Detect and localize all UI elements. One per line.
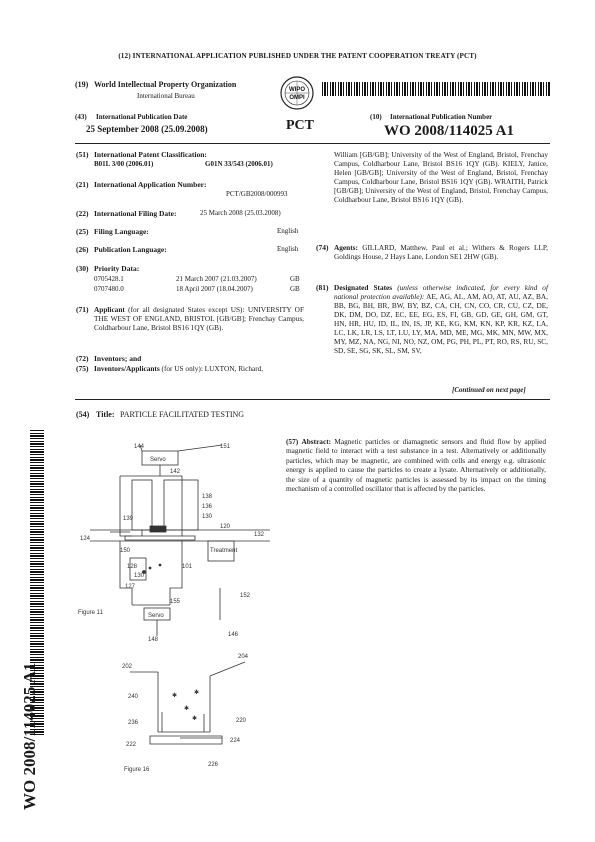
designated-states	[334, 283, 548, 355]
f22-value: 25 March 2008 (25.03.2008)	[200, 209, 281, 217]
f74-label: Agents:	[334, 243, 358, 252]
pub-number-value: WO 2008/114025 A1	[384, 123, 515, 139]
fig1-label-101: 101	[182, 564, 193, 570]
fig1-label-treatment: Treatment	[210, 548, 238, 554]
pct-mark: PCT	[286, 118, 314, 133]
fig1-label-136: 136	[202, 504, 213, 510]
fig1-label-120: 120	[220, 524, 231, 530]
fig1-label-152: 152	[240, 593, 251, 599]
continued-note: [Continued on next page]	[452, 386, 526, 394]
f25-label: Filing Language:	[94, 227, 149, 236]
f71-label: Applicant	[94, 305, 125, 314]
fig1-label-151: 151	[220, 444, 231, 450]
fig1-label-142: 142	[170, 469, 181, 475]
svg-text:✱: ✱	[172, 693, 178, 699]
fig1-label-150: 150	[120, 548, 131, 554]
priority-date-1: 21 March 2007 (21.03.2007)	[176, 275, 257, 283]
publication-header: (12) INTERNATIONAL APPLICATION PUBLISHED UNDER THE PATENT COOPERATION TREATY (PCT)	[118, 52, 477, 60]
f75-num: (75)	[76, 364, 89, 373]
invention-title: PARTICLE FACILITATED TESTING	[120, 410, 245, 419]
f51-value2: G01N 33/543 (2006.01)	[205, 160, 273, 168]
inventors-continued: William [GB/GB]; University of the West of England, Bristol, Frenchay Campus, Coldharbour Lane, Bristol BS16 1QY (GB). KIELY, Janice, Helen [GB/GB]; University of the West of England, Bristol, Frenchay Campus, Coldharbour Lane, Bristol BS16 1QY (GB). WRAITH, Patrick [GB/GB]; University of the West of England, Bristol, Frenchay Campus, Coldharbour Lane, Bristol BS16 1QY (GB).	[334, 150, 548, 204]
priority-date-2: 18 April 2007 (18.04.2007)	[176, 285, 253, 293]
figure-11	[70, 440, 280, 655]
f30-label: Priority Data:	[94, 264, 140, 273]
header-rule	[75, 143, 550, 144]
agents	[334, 243, 548, 261]
f72-num: (72)	[76, 354, 89, 363]
f74-text: GILLARD, Matthew, Paul et al.; Withers & Rogers LLP, Goldings House, 2 Hays Lane, London SE1 2HW (GB).	[334, 243, 549, 261]
f30-num: (30)	[76, 264, 89, 273]
svg-text:✱: ✱	[184, 706, 190, 712]
f25-num: (25)	[76, 227, 89, 236]
f22-label: International Filing Date:	[94, 209, 177, 218]
f81-label: Designated States	[334, 283, 393, 292]
fig2-label-220: 220	[236, 718, 247, 724]
fig1-label-144: 144	[134, 444, 145, 450]
f71-text: (for all designated States except US): UNIVERSITY OF THE WEST OF ENGLAND, BRISTOL [GB/GB]; Frenchay Campus, Coldharbour Lane, Bristol BS16 1QY (GB).	[94, 305, 305, 332]
fig2-label-240: 240	[128, 694, 139, 700]
svg-text:✱: ✱	[192, 716, 198, 722]
fig1-label-155: 155	[170, 599, 181, 605]
fig2-label-236: 236	[128, 720, 139, 726]
wipo-logo	[280, 76, 314, 110]
priority-app-2: 0707480.0	[94, 285, 124, 293]
f22-num: (22)	[76, 209, 89, 218]
fig1-label-132: 132	[254, 532, 265, 538]
body-rule	[75, 399, 550, 400]
fig2-label-202: 202	[122, 664, 133, 670]
f21-value: PCT/GB2008/000993	[226, 190, 288, 198]
barcode	[322, 82, 550, 96]
org-bureau: International Bureau	[137, 92, 195, 100]
f74-num: (74)	[316, 243, 329, 252]
f81-text: AE, AG, AL, AM, AO, AT, AU, AZ, BA, BB, BG, BH, BR, BW, BY, BZ, CA, CH, CN, CO, CR, CU, CZ, DE, DK, DM, DO, DZ, EC, EE, EG, ES, FI, GB, GD, GE, GH, GM, GT, HN, HR, HU, ID, IL, IN, IS, JP, KE, KG, KM, KN, KP, KR, KZ, LA, LC, LK, LR, LS, LT, LU, LY, MA, MD, ME, MG, MK, MN, MW, MX, MY, MZ, NA, NG, NI, NO, NZ, OM, PG, PH, PL, PT, RO, RS, RU, SC, SD, SE, SG, SK, SL, SM, SV,	[334, 292, 548, 355]
priority-country-2: GB	[290, 285, 300, 293]
fig1-label-139: 139	[123, 516, 134, 522]
f75-label: Inventors/Applicants	[94, 364, 160, 373]
org-number: (19)	[75, 80, 89, 89]
fig1-label-130-bottom: 130	[134, 573, 145, 579]
abstract	[286, 437, 546, 493]
f71-num: (71)	[76, 305, 89, 314]
fig2-caption: Figure 16	[124, 767, 150, 773]
f51-num: (51)	[76, 150, 89, 159]
f72-label: Inventors; and	[94, 354, 142, 363]
abstract-text: Magnetic particles or diamagnetic sensors and fluid flow by applied magnetic field to interact with a test substance in a test. Alternatively or additionally particles, which may be magnetic, are combined with cells and energy e.g. ultrasonic energy is applied to cause the particles to create a lysate. Alternatively or additionally, the size of a quantity of magnetic particles is assessed by its impact on the timing mechanism of a controlled oscillator that is affected by the particles.	[286, 437, 546, 494]
f26-value: English	[277, 245, 299, 253]
pub-date-label: International Publication Date	[96, 113, 188, 121]
f21-label: International Application Number:	[94, 180, 207, 189]
fig1-label-148: 148	[148, 637, 159, 643]
pub-number-label: International Publication Number	[390, 113, 493, 121]
fig1-label-servo-bottom: Servo	[148, 613, 164, 619]
f54-label: Title:	[96, 410, 115, 419]
f75-text: (for US only): LUXTON, Richard,	[161, 364, 264, 373]
fig1-label-146: 146	[228, 632, 239, 638]
priority-app-1: 0705428.1	[94, 275, 124, 283]
pub-date-value: 25 September 2008 (25.09.2008)	[86, 124, 208, 134]
svg-text:✱: ✱	[194, 690, 200, 696]
svg-text:OMPI: OMPI	[289, 95, 305, 101]
fig2-label-204: 204	[238, 654, 249, 660]
figure-16	[110, 650, 270, 780]
fig2-label-226: 226	[208, 762, 219, 768]
org-name: World Intellectual Property Organization	[94, 80, 237, 89]
f25-value: English	[277, 227, 299, 235]
pub-number-num: (10)	[370, 113, 382, 121]
f81-intro: (unless otherwise indicated, for every kind of national protection available):	[334, 283, 548, 301]
inventors-applicants	[94, 364, 306, 373]
fig2-label-222: 222	[126, 742, 137, 748]
fig1-label-127: 127	[125, 584, 136, 590]
fig1-label-128: 128	[127, 564, 138, 570]
f51-value1: B01L 3/00 (2006.01)	[94, 160, 154, 168]
figure-11-labels	[78, 444, 265, 643]
applicant	[94, 305, 304, 332]
fig1-label-servo-top: Servo	[150, 457, 166, 463]
f54-num: (54)	[76, 410, 90, 419]
f57-num: (57)	[286, 437, 299, 446]
fig1-label-124: 124	[80, 536, 91, 542]
fig2-label-224: 224	[230, 738, 241, 744]
pub-date-num: (43)	[75, 113, 87, 121]
fig1-label-130-top: 130	[202, 514, 213, 520]
f26-num: (26)	[76, 245, 89, 254]
vertical-publication-number: WO 2008/114025 A1	[20, 662, 39, 810]
priority-country-1: GB	[290, 275, 300, 283]
f26-label: Publication Language:	[94, 245, 167, 254]
f51-label: International Patent Classification:	[94, 150, 207, 159]
f21-num: (21)	[76, 180, 89, 189]
f57-label: Abstract:	[301, 437, 332, 446]
fig1-caption: Figure 11	[78, 610, 103, 616]
svg-text:WIPO: WIPO	[289, 87, 305, 93]
fig1-label-138: 138	[202, 494, 213, 500]
f81-num: (81)	[316, 283, 329, 292]
